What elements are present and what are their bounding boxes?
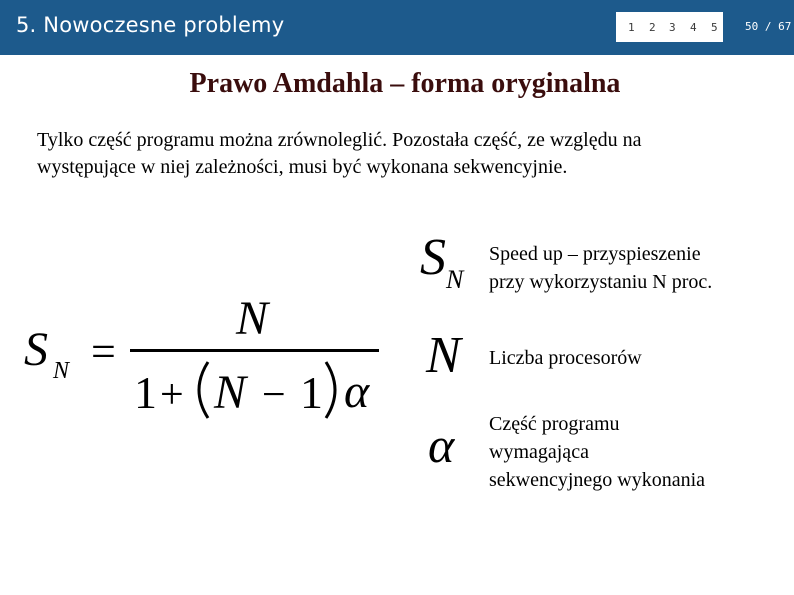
legend-symbol-sn — [420, 228, 464, 294]
legend-line: przy wykorzystaniu N proc. — [489, 271, 713, 293]
formula-lhs-symbol: S — [24, 323, 48, 376]
legend-subscript: N — [446, 265, 464, 294]
legend-symbol-n — [426, 326, 461, 385]
legend-symbol-alpha — [428, 416, 454, 474]
legend-symbol: α — [428, 417, 455, 473]
slide-title: Prawo Amdahla – forma oryginalna — [189, 68, 621, 99]
formula-lhs-subscript: N — [53, 358, 70, 384]
formula-denominator-one: 1 — [134, 367, 157, 418]
left-paren — [199, 362, 208, 418]
legend-line: Speed up – przyspieszenie — [489, 243, 701, 265]
legend-line: Część programu — [489, 413, 620, 435]
nav-item-4[interactable]: 4 — [690, 21, 697, 34]
formula-denominator-n: N — [214, 366, 247, 419]
legend-desc-alpha — [489, 410, 779, 494]
intro-line: Tylko część programu można zrównoleglić. Pozostała część, ze względu na — [37, 129, 642, 151]
legend-line: Liczba procesorów — [489, 347, 642, 369]
legend-line: sekwencyjnego wykonania — [489, 469, 706, 491]
formula-minus: − — [262, 372, 286, 418]
section-title: 5. Nowoczesne problemy — [16, 13, 285, 37]
legend-desc-processors — [489, 344, 779, 372]
formula-plus: + — [160, 372, 184, 418]
formula-alpha: α — [344, 365, 370, 418]
legend-symbol: S — [420, 229, 446, 286]
nav-item-1[interactable]: 1 — [628, 21, 635, 34]
legend-symbol: N — [426, 327, 461, 384]
nav-item-5[interactable]: 5 — [711, 21, 718, 34]
formula-equals: = — [91, 327, 116, 376]
intro-line: występujące w niej zależności, musi być wykonana sekwencyjnie. — [37, 156, 568, 178]
fraction-bar — [130, 349, 379, 352]
formula-numerator: N — [236, 292, 269, 345]
nav-item-2[interactable]: 2 — [649, 21, 656, 34]
slide-counter: 50 / 67 — [745, 20, 792, 33]
right-paren — [326, 362, 335, 418]
nav-item-3[interactable]: 3 — [669, 21, 676, 34]
legend-line: wymagająca — [489, 441, 589, 463]
legend-desc-speedup — [489, 240, 779, 296]
formula-denominator-one2: 1 — [300, 367, 323, 418]
